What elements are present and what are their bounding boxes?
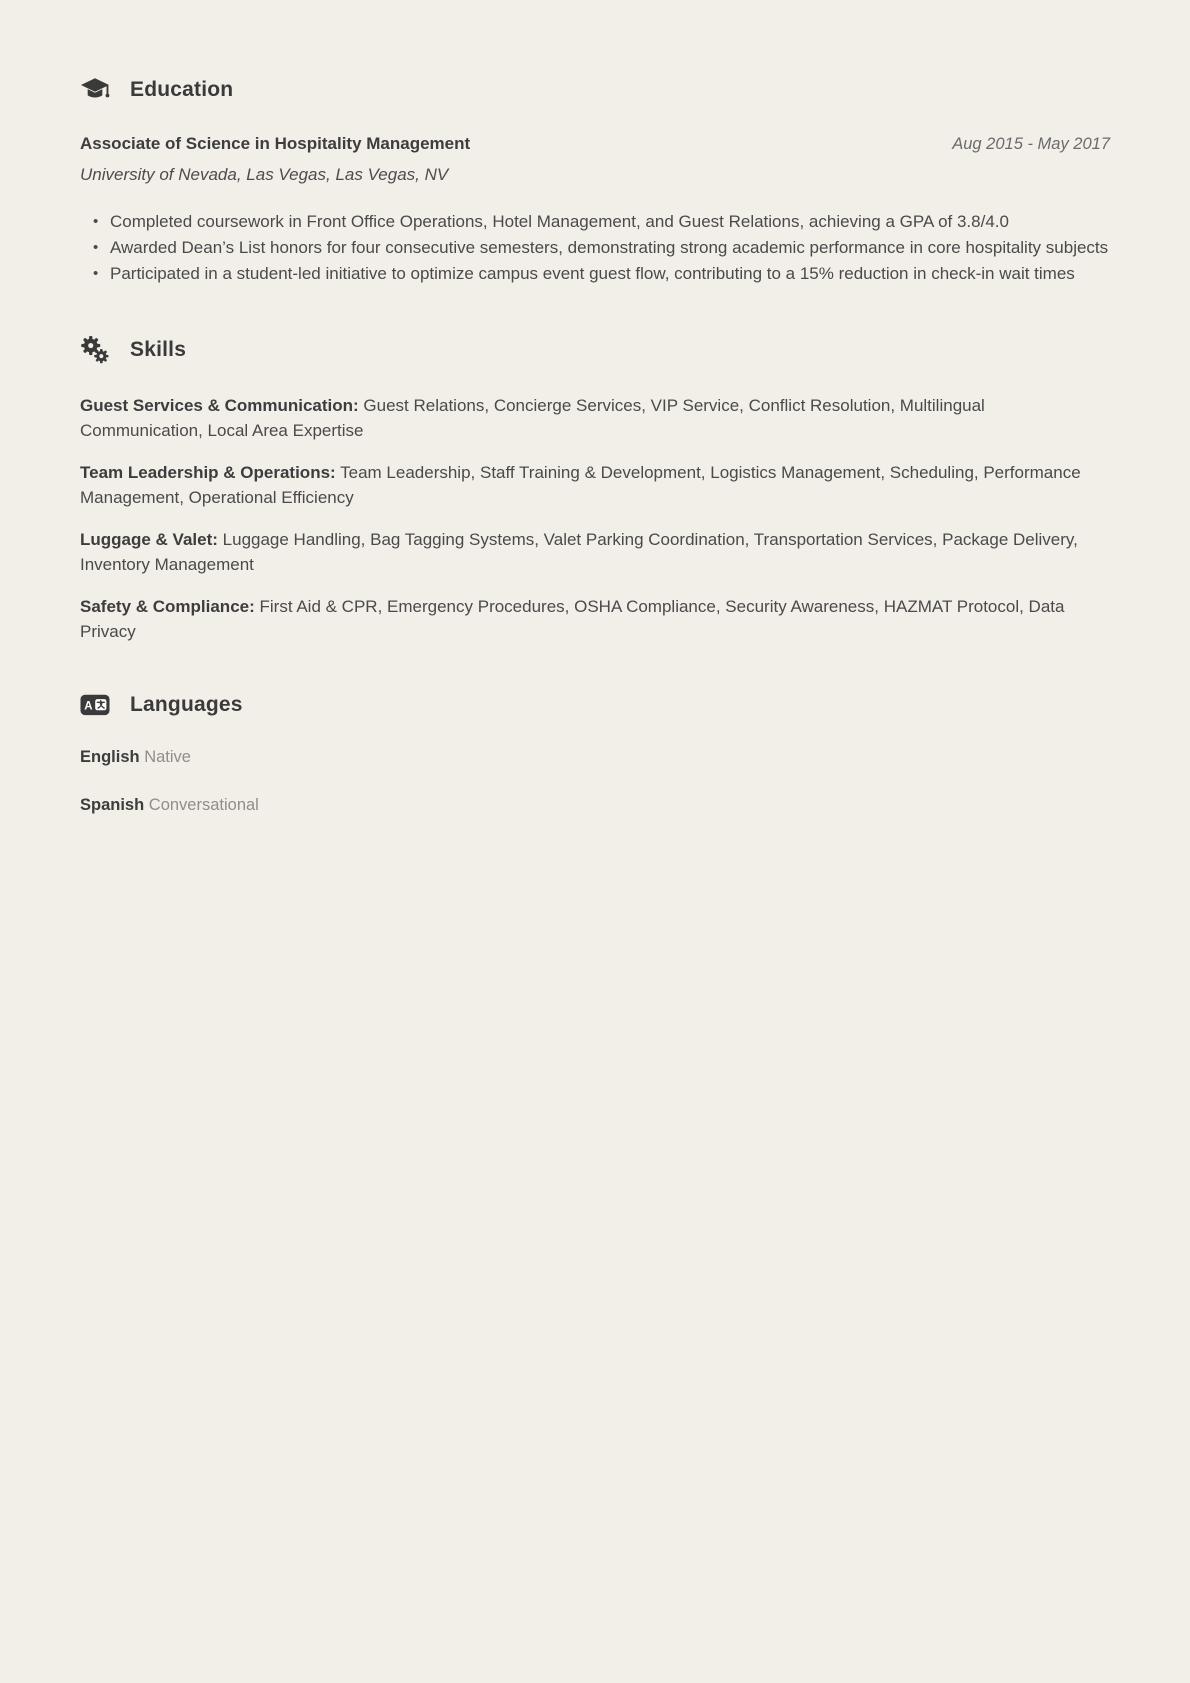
skill-group-items: Guest Relations, Concierge Services, VIP Service, Conflict Resolution, Multilingual Communication, Local Area Expertise: [80, 395, 985, 440]
degree-row: [80, 134, 1110, 154]
education-bullet: • Awarded Dean’s List honors for four consecutive semesters, demonstrating strong academic performance in core hospitality subjects: [98, 235, 1110, 261]
skill-group-items: Luggage Handling, Bag Tagging Systems, Valet Parking Coordination, Transportation Services, Package Delivery, Inventory Management: [80, 529, 1078, 574]
skills-section-title: Skills: [130, 337, 187, 361]
skill-group-items: Team Leadership, Staff Training & Development, Logistics Management, Scheduling, Performance Management, Operational Efficiency: [80, 462, 1081, 507]
graduation-cap-icon: [80, 76, 110, 104]
degree-title: Associate of Science in Hospitality Management: [80, 134, 471, 153]
languages-section: [80, 691, 1110, 815]
language-item: [80, 796, 1110, 815]
language-name: English: [80, 747, 140, 766]
languages-section-title: Languages: [130, 692, 243, 716]
translate-icon: [80, 691, 110, 719]
education-header: [80, 76, 1110, 104]
education-dates: Aug 2015 - May 2017: [952, 135, 1110, 153]
skill-group: [80, 393, 1110, 444]
language-name: Spanish: [80, 795, 145, 814]
education-section-title: Education: [130, 78, 234, 101]
skill-group-label: Team Leadership & Operations:: [80, 462, 336, 482]
education-bullet: • Participated in a student-led initiative to optimize campus event guest flow, contributing to a 15% reduction in check-in wait times: [98, 261, 1110, 287]
skill-group: [80, 527, 1110, 578]
school-name: University of Nevada, Las Vegas, Las Vegas, NV: [80, 165, 449, 184]
language-item: [80, 748, 1110, 767]
skill-group: [80, 460, 1110, 511]
skills-header: [80, 336, 1110, 364]
skill-group-label: Guest Services & Communication:: [80, 395, 359, 415]
languages-header: [80, 691, 1110, 719]
education-section: [80, 76, 1110, 287]
gears-icon: [80, 336, 110, 364]
skill-group-label: Luggage & Valet:: [80, 529, 218, 549]
skill-group: [80, 594, 1110, 645]
skill-group-label: Safety & Compliance:: [80, 596, 255, 616]
language-level: Conversational: [148, 795, 259, 814]
education-bullet: • Completed coursework in Front Office Operations, Hotel Management, and Guest Relations, achieving a GPA of 3.8/4.0: [98, 209, 1110, 235]
skills-section: [80, 336, 1110, 645]
skill-group-items: First Aid & CPR, Emergency Procedures, OSHA Compliance, Security Awareness, HAZMAT Protocol, Data Privacy: [80, 596, 1065, 641]
svg-text:A: A: [84, 700, 93, 713]
education-bullet-list: [80, 209, 1110, 287]
language-level: Native: [144, 747, 191, 766]
